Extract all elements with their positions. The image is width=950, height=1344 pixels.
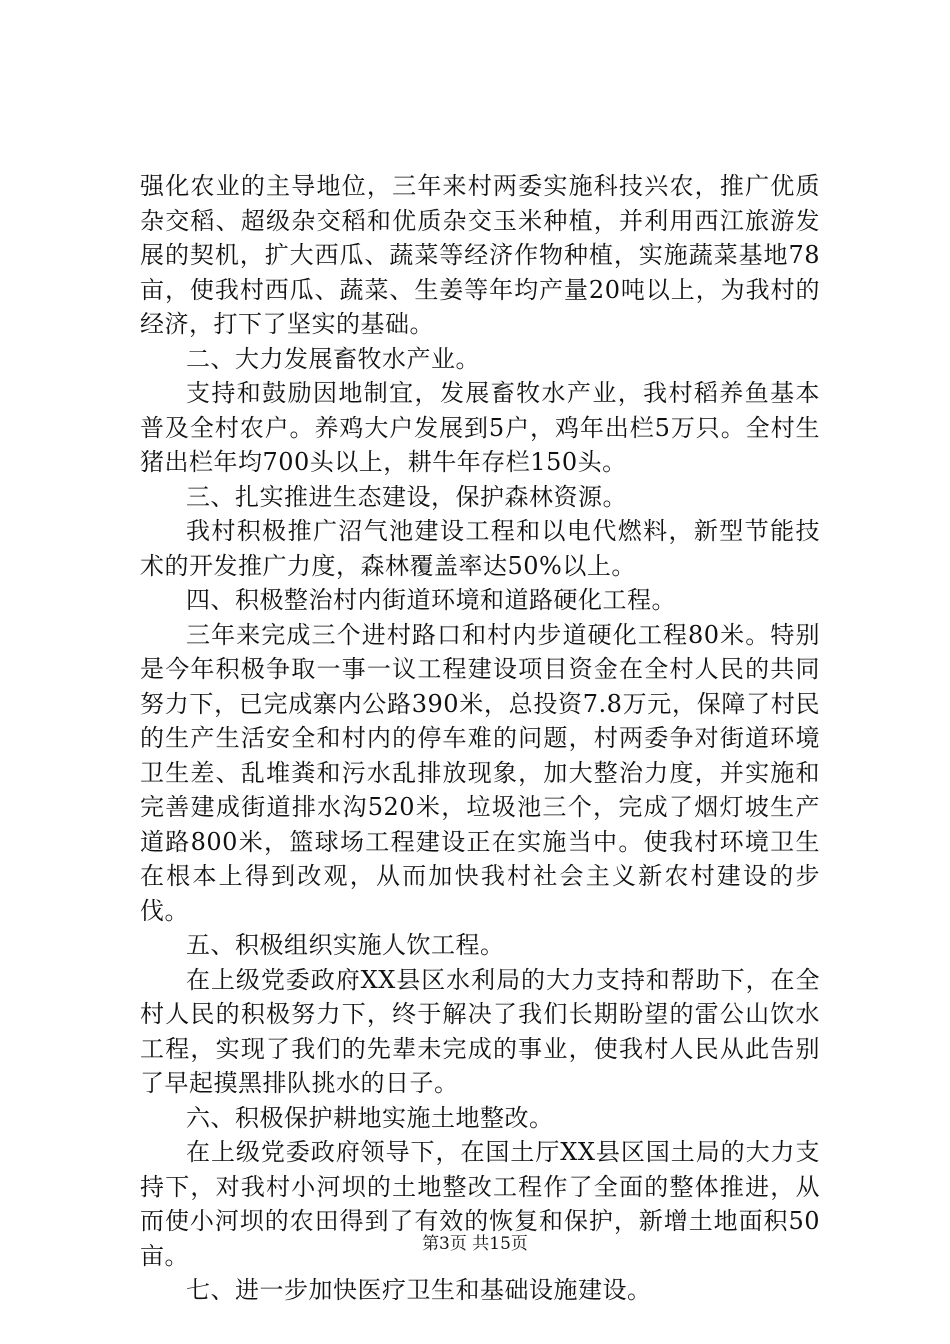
paragraph: 支持和鼓励因地制宜，发展畜牧水产业，我村稻养鱼基本普及全村农户。养鸡大户发展到5户，鸡年出栏5万只。全村生猪出栏年均700头以上，耕牛年存栏150头。 xyxy=(140,379,820,476)
paragraph: 三年来完成三个进村路口和村内步道硬化工程80米。特别是今年积极争取一事一议工程建设项目资金在全村人民的共同努力下，已完成寨内公路390米，总投资7.8万元，保障了村民的生产生活安全和村内的停车难的问题，村两委争对街道环境卫生差、乱堆粪和污水乱排放现象，加大整治力度，并实施和完善建成街道排水沟520米，垃圾池三个，完成了烟灯坡生产道路800米，篮球场工程建设正在实施当中。使我村环境卫生在根本上得到改观，从而加快我村社会主义新农村建设的步伐。 xyxy=(140,620,820,925)
section-heading: 六、积极保护耕地实施土地整改。 xyxy=(186,1103,554,1132)
section-heading: 二、大力发展畜牧水产业。 xyxy=(186,344,480,373)
section-heading: 三、扎实推进生态建设，保护森林资源。 xyxy=(186,482,627,511)
section-heading: 七、进一步加快医疗卫生和基础设施建设。 xyxy=(186,1276,652,1304)
section-heading: 五、积极组织实施人饮工程。 xyxy=(186,931,505,959)
paragraph: 在上级党委政府XX县区水利局的大力支持和帮助下，在全村人民的积极努力下，终于解决了我们长期盼望的雷公山饮水工程，实现了我们的先辈未完成的事业，使我村人民从此告别了早起摸黑排队挑水的日子。 xyxy=(140,965,820,1097)
paragraph: 我村积极推广沼气池建设工程和以电代燃料，新型节能技术的开发推广力度，森林覆盖率达50%以上。 xyxy=(140,517,820,580)
page-footer: 第3页 共15页 xyxy=(422,1234,528,1254)
document-body xyxy=(140,169,820,1308)
paragraph: 在上级党委政府领导下，在国土厅XX县区国土局的大力支持下，对我村小河坝的土地整改工程作了全面的整体推进，从而使小河坝的农田得到了有效的恢复和保护，新增土地面积50亩。 xyxy=(140,1138,820,1270)
paragraph: 强化农业的主导地位，三年来村两委实施科技兴农，推广优质杂交稻、超级杂交稻和优质杂交玉米种植，并利用西江旅游发展的契机，扩大西瓜、蔬菜等经济作物种植，实施蔬菜基地78亩，使我村西瓜、蔬菜、生姜等年均产量20吨以上，为我村的经济，打下了坚实的基础。 xyxy=(140,172,820,338)
section-heading: 四、积极整治村内街道环境和道路硬化工程。 xyxy=(186,586,676,614)
